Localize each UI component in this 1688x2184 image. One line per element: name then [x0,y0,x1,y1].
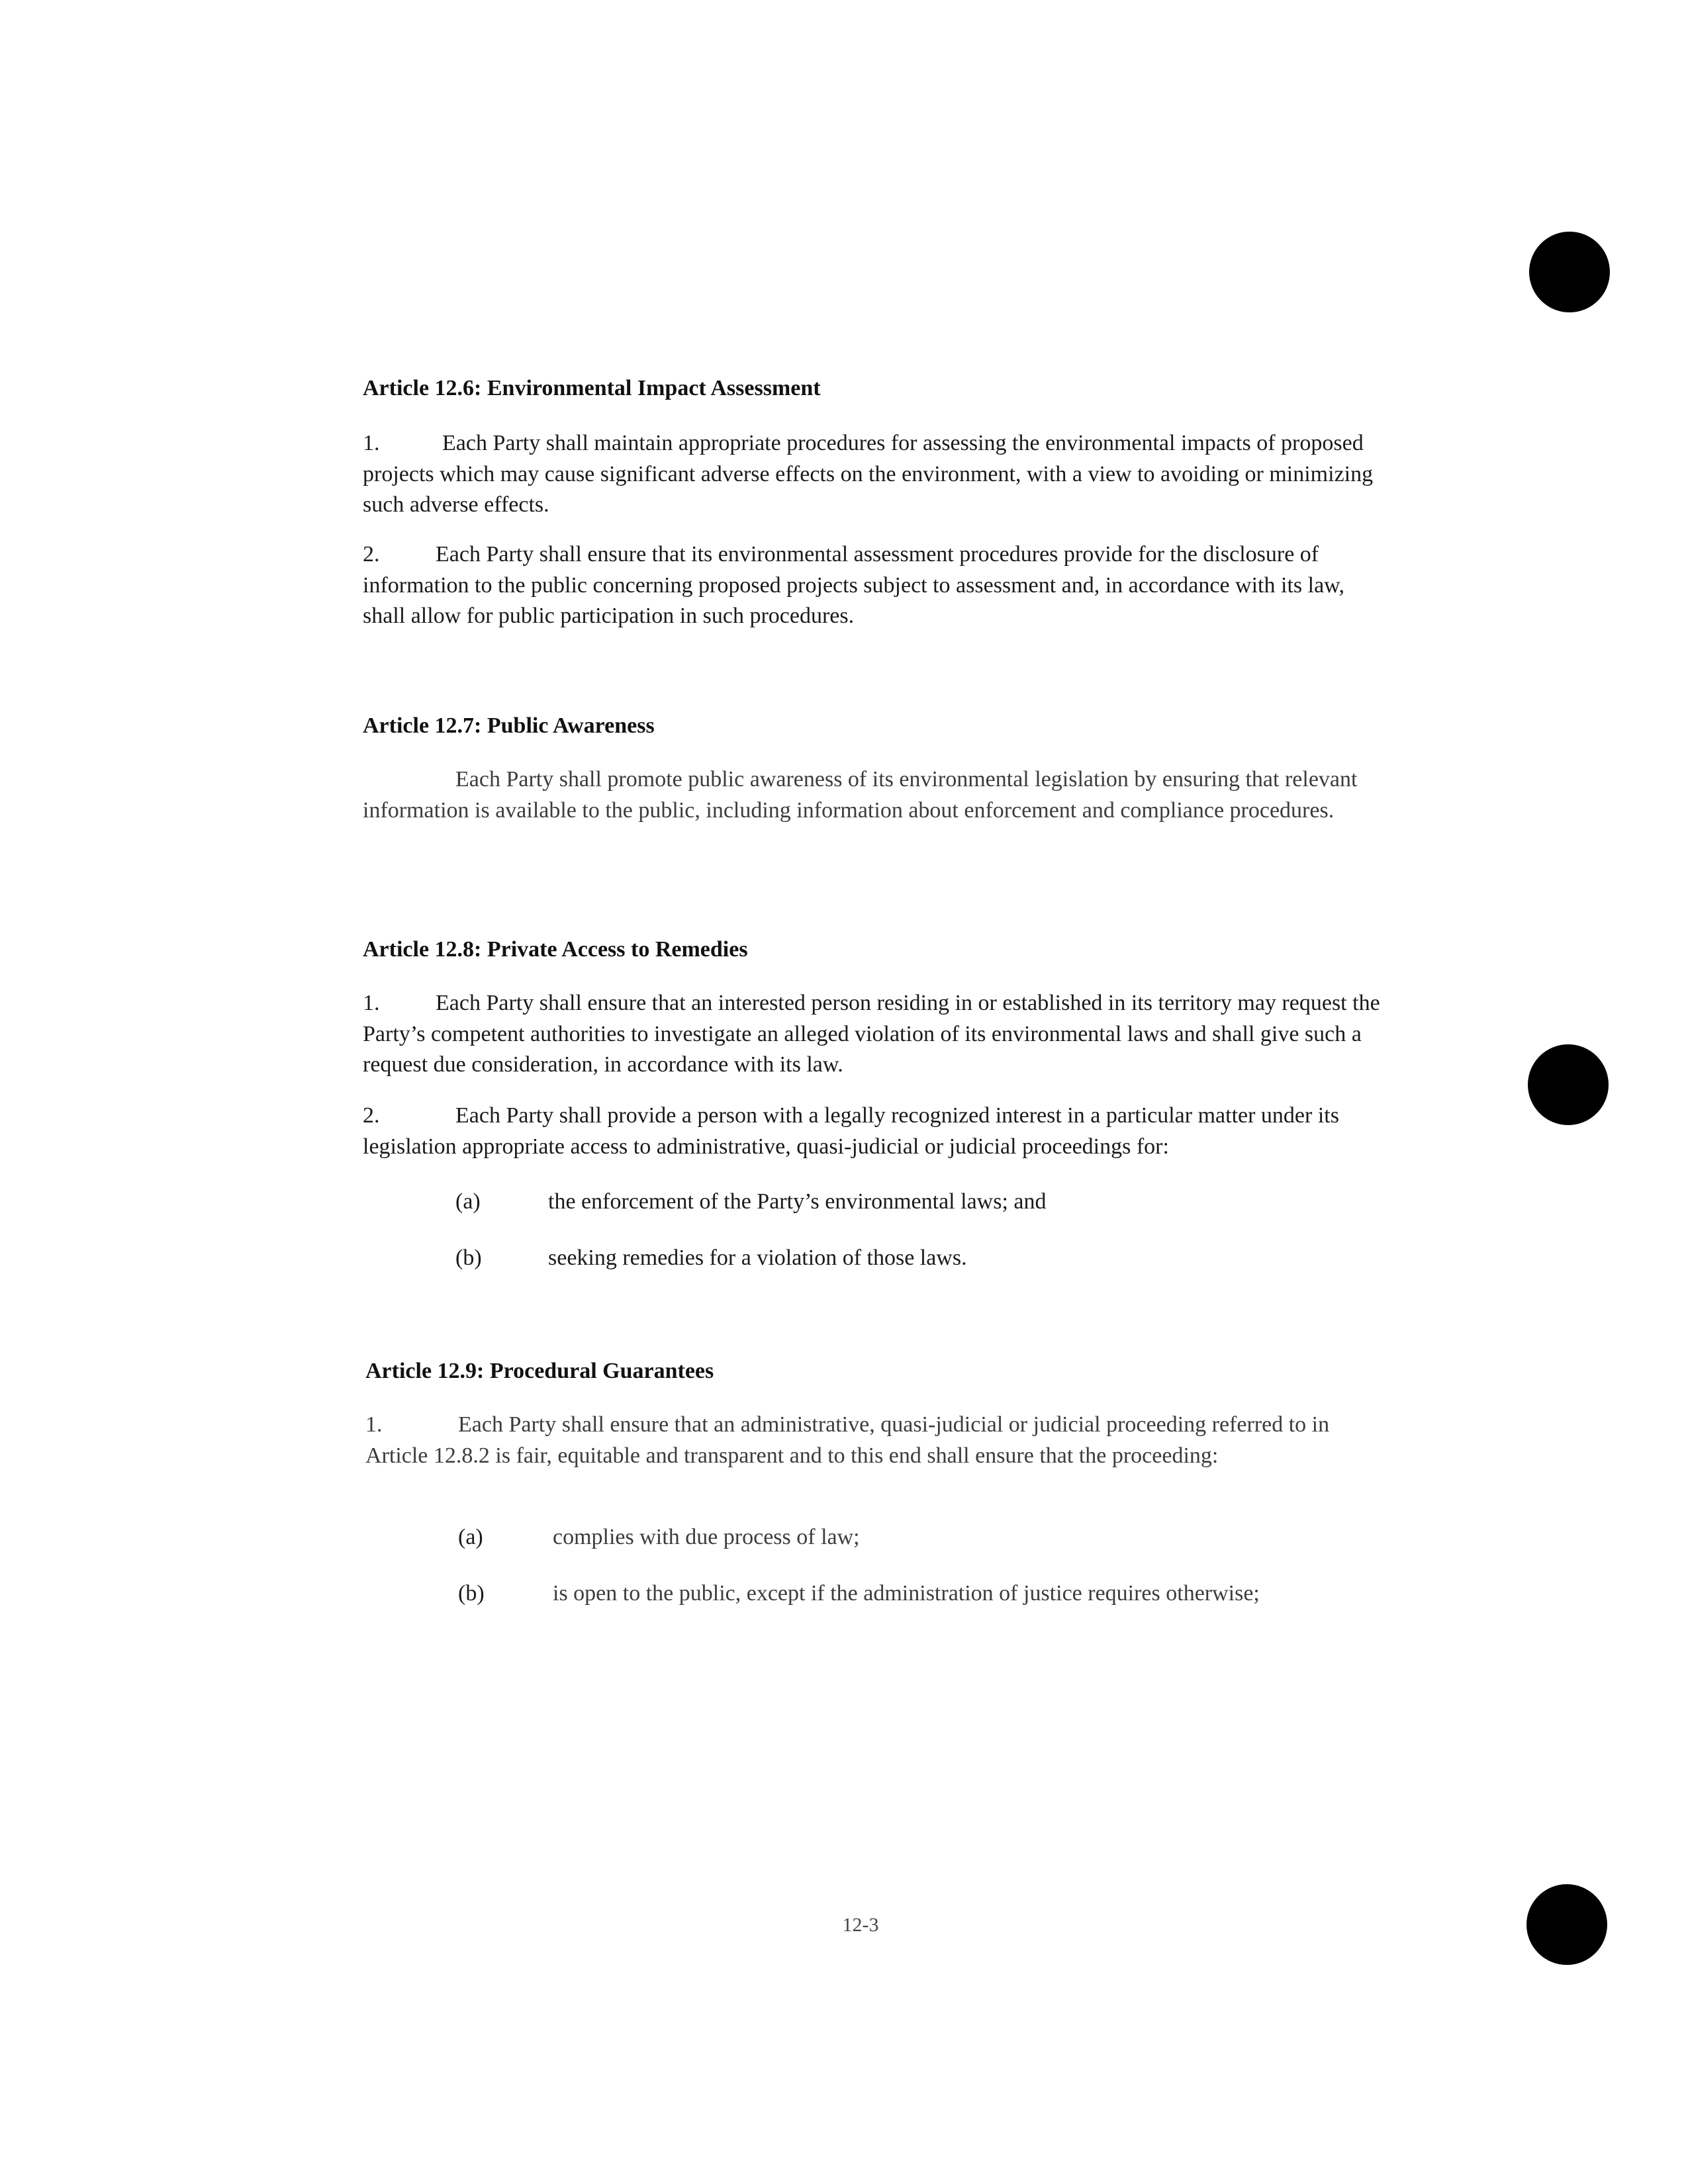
article-heading: Article 12.7: Public Awareness [363,713,655,738]
article-12-8 [363,935,1382,1270]
paragraph-number: 1. [365,1412,383,1437]
article-heading: Article 12.6: Environmental Impact Assessment [363,376,821,400]
sub-item [365,1578,1398,1609]
article-12-9 [365,1357,1385,1606]
punch-hole-middle [1528,1044,1609,1125]
paragraph-text: Each Party shall ensure that an administrative, quasi-judicial or judicial proceeding referred to in Article 12.8.2 is fair, equitable and transparent and to this end shall ensure that the proceeding: [365,1412,1330,1468]
article-12-6 [363,374,1382,628]
sub-item-letter: (a) [458,1525,483,1549]
punch-hole-top [1529,232,1610,312]
sub-item [363,1243,1382,1273]
article-heading: Article 12.9: Procedural Guarantees [365,1359,714,1383]
article-paragraph [363,539,1382,632]
sub-item-letter: (b) [455,1246,482,1270]
paragraph-number: 2. [363,1103,380,1128]
article-paragraph [365,1410,1385,1471]
sub-item-letter: (a) [455,1189,481,1214]
paragraph-text: Each Party shall promote public awareness of its environmental legislation by ensuring that relevant information is available to the public, including information about enforcement and compliance procedures. [363,767,1358,823]
sub-item-text: complies with due process of law; [553,1525,860,1549]
paragraph-text: Each Party shall ensure that its environmental assessment procedures provide for the disclosure of information to the public concerning proposed projects subject to assessment and, in accordance with its law, shall allow for public participation in such procedures. [363,542,1345,628]
page-number: 12-3 [842,1914,879,1936]
sub-item-letter: (b) [458,1581,485,1606]
sub-item-text: is open to the public, except if the administration of justice requires otherwise; [553,1581,1260,1606]
article-paragraph [363,1101,1395,1162]
paragraph-text: Each Party shall provide a person with a legally recognized interest in a particular matter under its legislation appropriate access to administrative, quasi-judicial or judicial proceedings for: [363,1103,1339,1159]
punch-hole-bottom [1526,1884,1607,1965]
article-paragraph [363,988,1382,1081]
article-heading: Article 12.8: Private Access to Remedies [363,937,748,962]
paragraph-number: 1. [363,991,380,1015]
sub-item [363,1187,1382,1217]
article-paragraph [363,428,1382,521]
paragraph-text: Each Party shall ensure that an interested person residing in or established in its territory may request the Party’s competent authorities to investigate an alleged violation of its environmental laws and shall give such a request due consideration, in accordance with its law. [363,991,1380,1077]
paragraph-text: Each Party shall maintain appropriate procedures for assessing the environmental impacts of proposed projects which may cause significant adverse effects on the environment, with a view to avoiding or minimizing such adverse effects. [363,431,1374,517]
sub-item [365,1522,1385,1553]
paragraph-number: 2. [363,542,380,567]
sub-item-text: the enforcement of the Party’s environmental laws; and [548,1189,1047,1214]
article-paragraph [363,764,1382,826]
article-12-7 [363,711,1382,823]
sub-item-text: seeking remedies for a violation of those laws. [548,1246,967,1270]
paragraph-number: 1. [363,431,380,455]
